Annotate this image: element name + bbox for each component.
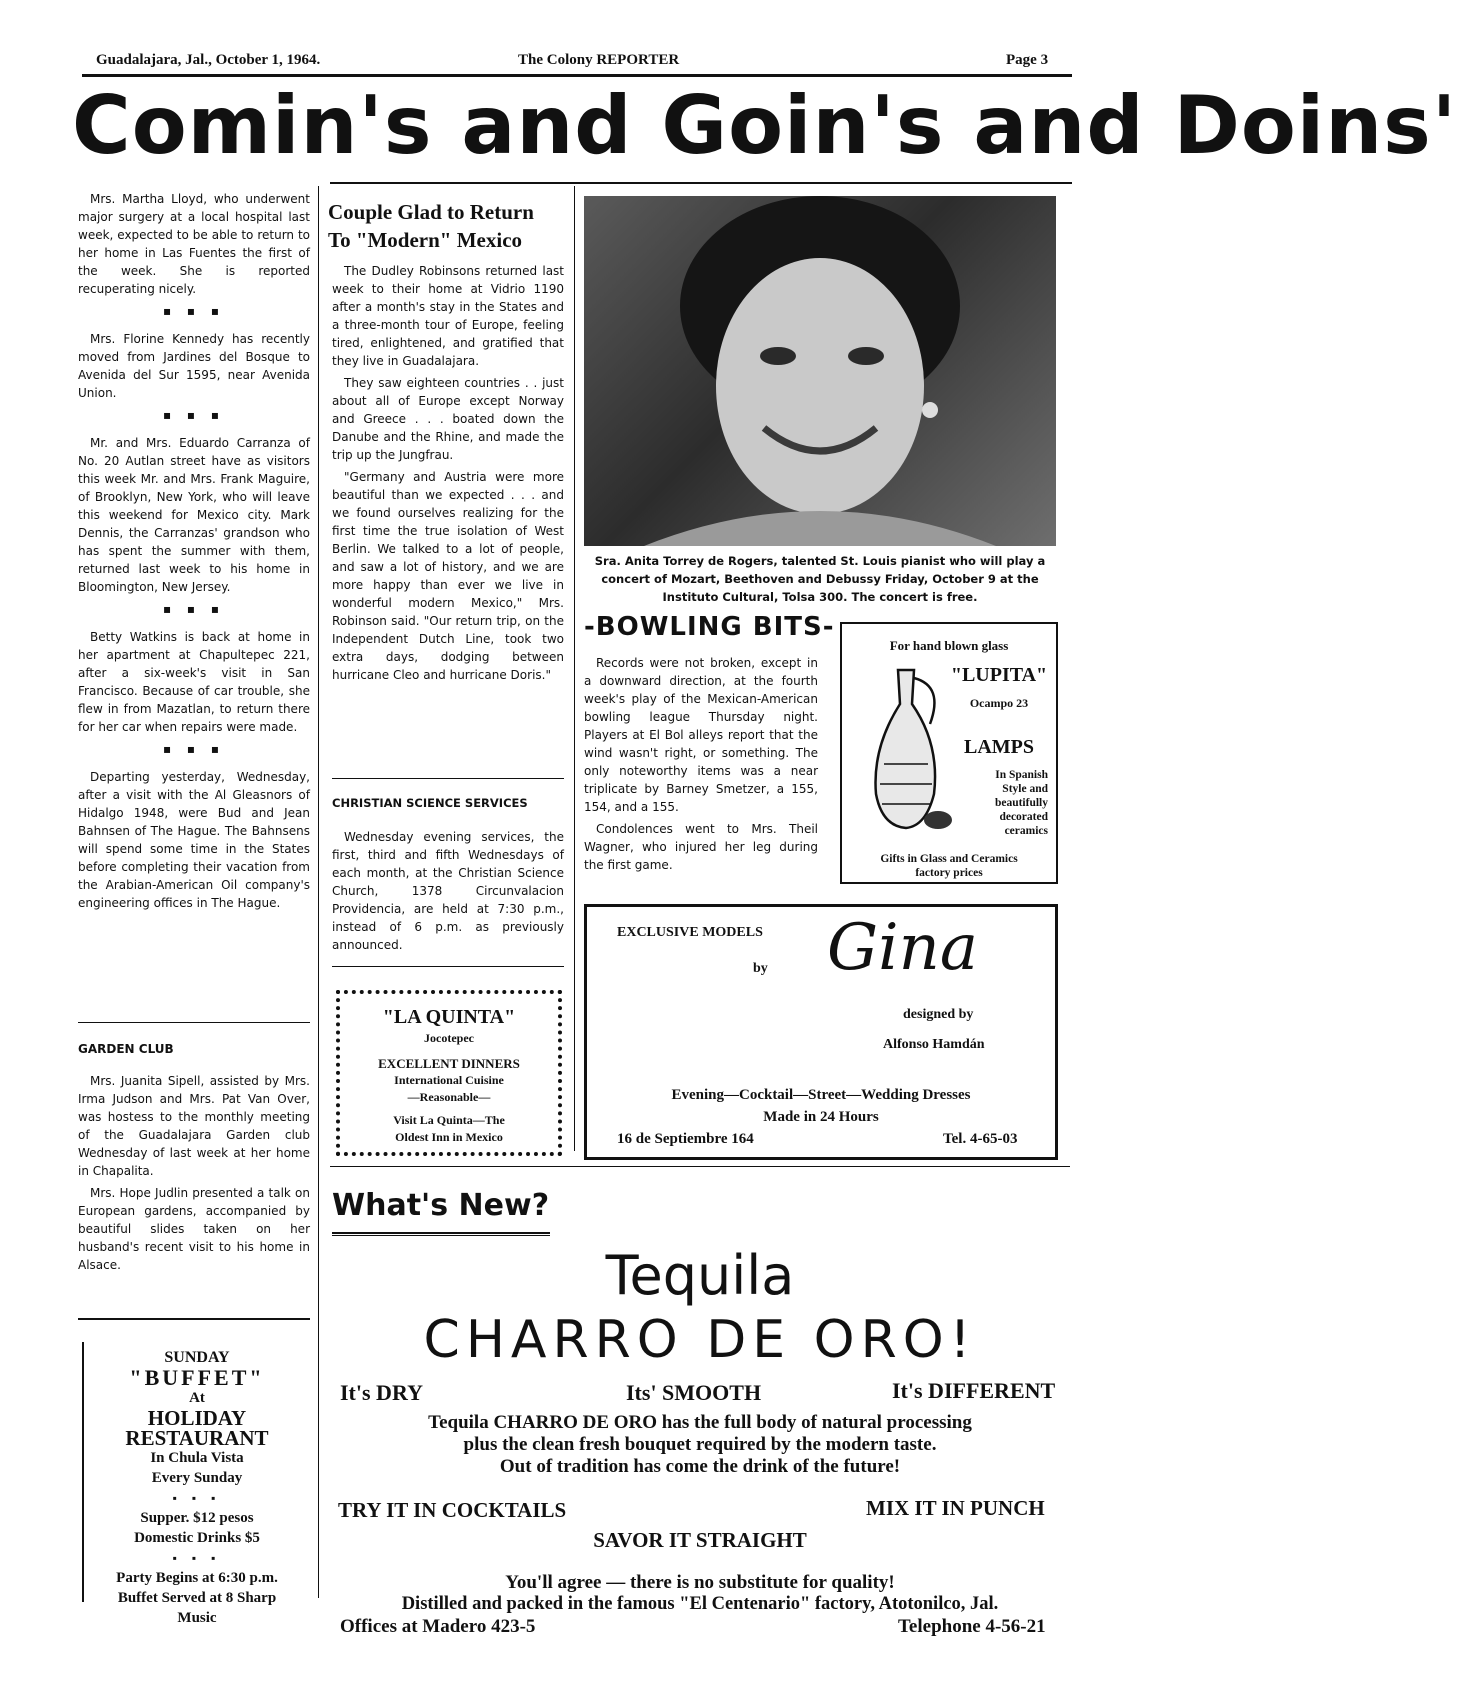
quinta-oldest: Oldest Inn in Mexico	[395, 1130, 503, 1144]
couple-headline	[328, 198, 566, 254]
gina-exclusive: EXCLUSIVE MODELS	[617, 925, 763, 940]
item-bahnsen: Departing yesterday, Wednesday, after a visit with the Al Gleasnors of Hidalgo 1948, were Bud and Jean Bahnsen of The Hague. The Bahnsens will spend some time in the States before completing their vacation from the Arabian-American Oil company's engineering offices in The Hague.	[78, 770, 310, 910]
gina-designer: Alfonso Hamdán	[883, 1037, 985, 1052]
lupita-ad	[840, 622, 1058, 884]
tequila-word: Tequila	[605, 1244, 795, 1307]
left-column	[78, 190, 310, 916]
photo-caption: Sra. Anita Torrey de Rogers, talented St. Louis pianist who will play a concert of Mozart, Beethoven and Debussy Friday, October 9 at the Instituto Cultural, Tolsa 300. The concert is free.	[594, 554, 1046, 604]
glass-vase-illustration	[864, 664, 952, 834]
gina-hours: Made in 24 Hours	[763, 1109, 879, 1125]
couple-title-2: To "Modern" Mexico	[328, 228, 523, 252]
gina-ad	[584, 904, 1058, 1160]
lupita-details	[948, 768, 1056, 838]
gina-address: 16 de Septiembre 164	[617, 1131, 754, 1147]
garden-paragraph: Mrs. Hope Judlin presented a talk on European gardens, accompanied by beautiful slides taken on her husband's recent visit to his home in Alsace.	[78, 1186, 310, 1272]
separator: ▪ ▪ ▪	[162, 742, 226, 756]
tequila-smooth: Its' SMOOTH	[626, 1380, 762, 1405]
couple-paragraph: They saw eighteen countries . . just about all of Europe except Norway and Greece . . . boated down the Danube and the Rhine, and made the trip up the Jungfrau.	[332, 376, 564, 462]
quinta-place: Jocotepec	[424, 1031, 474, 1045]
lupita-line: beautifully	[994, 797, 1048, 809]
column-rule-1	[318, 186, 319, 1598]
tequila-cocktails: TRY IT IN COCKTAILS	[338, 1498, 567, 1522]
separator: ▪ ▪ ▪	[162, 602, 226, 616]
quinta-dinners: EXCELLENT DINNERS	[378, 1056, 520, 1071]
garden-paragraph: Mrs. Juanita Sipell, assisted by Mrs. Irma Judson and Mrs. Pat Van Over, was hostess to the monthly meeting of the Guadalajara Garden club Wednesday of last week at her home in Chapalita.	[78, 1074, 310, 1178]
lupita-name: "LUPITA"	[950, 664, 1048, 686]
item-carranza: Mr. and Mrs. Eduardo Carranza of No. 20 Autlan street have as visitors this week Mr. and Mrs. Frank Maguire, of Brooklyn, New York, who will leave this weekend for Mexico city. Mark Dennis, the Carranzas' grandson who has spent the summer with them, returned last week to his home in Bloomington, New Jersey.	[78, 436, 310, 594]
tequila-body-line: Tequila CHARRO DE ORO has the full body of natural processing	[428, 1412, 972, 1433]
paper-name: The Colony REPORTER	[518, 52, 680, 68]
buffet-separator: ▪ ▪ ▪	[172, 1491, 222, 1505]
gina-logo: Gina	[827, 911, 978, 985]
buffet-separator: ▪ ▪ ▪	[172, 1551, 222, 1565]
quinta-visit: Visit La Quinta—The	[393, 1113, 505, 1127]
couple-paragraph: "Germany and Austria were more beautiful than we expected . . . and we found ourselves realizing for the first time the true isolation of West Berlin. We talked to a lot of people, and saw a lot of history, and we are more happy than ever we live in wonderful modern Mexico," Mrs. Robinson said. "Our return trip, on the Independent Dutch Line, took two extra days, dodging between hurricane Cleo and hurricane Doris."	[332, 470, 564, 682]
masthead-rule	[82, 74, 1072, 77]
portrait-illustration	[584, 196, 1056, 546]
quinta-cuisine: International Cuisine	[394, 1073, 504, 1087]
separator: ▪ ▪ ▪	[162, 304, 226, 318]
gina-designed-by: designed by	[903, 1007, 974, 1022]
christian-rule	[332, 778, 564, 779]
garden-club-title: GARDEN CLUB	[78, 1042, 174, 1056]
garden-rule	[78, 1022, 310, 1023]
lupita-line: decorated	[999, 811, 1048, 823]
buffet-party: Party Begins at 6:30 p.m.	[116, 1570, 278, 1586]
quinta-title: "LA QUINTA"	[382, 1006, 516, 1028]
buffet-restaurant: RESTAURANT	[125, 1426, 269, 1450]
tequila-body-line: plus the clean fresh bouquet required by the modern taste.	[463, 1434, 937, 1455]
whats-new: What's New?	[332, 1188, 550, 1223]
whats-new-underline	[332, 1232, 550, 1236]
tequila-telephone: Telephone 4-56-21	[898, 1616, 1046, 1637]
tequila-top-rule	[330, 1166, 1070, 1167]
couple-article-body	[332, 262, 564, 688]
christian-science-text	[332, 828, 564, 958]
page-headline: Comin's and Goin's and Doins'	[72, 79, 1457, 172]
la-quinta-ad	[336, 990, 562, 1156]
quinta-rule	[332, 966, 564, 967]
buffet-ad	[82, 1342, 310, 1626]
bowling-paragraph-1: Records were not broken, except in a downward direction, at the fourth week's play of the Mexican-American bowling league Thursday night. Players at El Bol alleys report that the wind wasn't right, or something. The only noteworthy items was a near triplicate by Barney Smetzer, a 155, 154, and a 155.	[584, 656, 818, 814]
buffet-holiday: HOLIDAY	[147, 1406, 247, 1430]
item-lloyd: Mrs. Martha Lloyd, who underwent major surgery at a local hospital last week, expected to be able to return to her home in Las Fuentes the first of the week. She is reported recuperating nicely.	[78, 192, 310, 296]
lupita-line: ceramics	[1004, 825, 1048, 837]
bowling-text	[584, 654, 818, 878]
buffet-supper: Supper. $12 pesos	[140, 1510, 254, 1526]
tequila-brand: CHARRO DE ORO!	[423, 1310, 977, 1370]
page-number: Page 3	[1006, 52, 1049, 68]
tequila-body	[330, 1412, 1070, 1478]
column-rule-2	[574, 186, 575, 1151]
lupita-address: Ocampo 23	[969, 696, 1029, 710]
lupita-gifts: Gifts in Glass and Ceramics	[880, 853, 1018, 865]
lupita-prices: factory prices	[915, 867, 983, 879]
portrait-photo	[584, 196, 1056, 546]
bowling-paragraph-2: Condolences went to Mrs. Theil Wagner, who injured her leg during the first game.	[584, 822, 818, 872]
christian-science-paragraph: Wednesday evening services, the first, third and fifth Wednesdays of each month, at the Christian Science Church, 1378 Circunvalacion Providencia, are held at 7:30 p.m., instead of 6 p.m. as previously announced.	[332, 830, 564, 952]
buffet-every-sunday: Every Sunday	[151, 1470, 243, 1486]
tequila-offices: Offices at Madero 423-5	[340, 1616, 536, 1637]
separator: ▪ ▪ ▪	[162, 408, 226, 422]
tequila-different: It's DIFFERENT	[892, 1378, 1056, 1403]
lupita-lamps: LAMPS	[964, 736, 1034, 758]
tequila-body-line: Out of tradition has come the drink of the future!	[499, 1456, 901, 1477]
item-watkins: Betty Watkins is back at home in her apartment at Chapultepec 221, after a six-week's visit in San Francisco. Because of car trouble, she flew in from Mazatlan, to return there for her car when repairs were made.	[78, 630, 310, 734]
couple-paragraph: The Dudley Robinsons returned last week to their home at Vidrio 1190 after a month's stay in the States and a three-month tour of Europe, feeling tired, enlightened, and gratified that they live in Guadalajara.	[332, 264, 564, 368]
garden-club-text	[78, 1072, 310, 1278]
bowling-title: -BOWLING BITS-	[584, 612, 835, 642]
tequila-distilled: Distilled and packed in the famous "El Centenario" factory, Atotonilco, Jal.	[401, 1594, 999, 1614]
headline-rule	[330, 182, 1072, 184]
buffet-sunday: SUNDAY	[164, 1349, 230, 1366]
gina-tel: Tel. 4-65-03	[943, 1131, 1018, 1147]
buffet-at: At	[189, 1390, 205, 1406]
tequila-punch: MIX IT IN PUNCH	[866, 1496, 1045, 1520]
buffet-served: Buffet Served at 8 Sharp	[117, 1590, 277, 1606]
buffet-music: Music	[177, 1610, 217, 1626]
dateline: Guadalajara, Jal., October 1, 1964.	[96, 52, 321, 68]
lupita-line: In Spanish	[995, 769, 1048, 781]
tequila-agree: You'll agree — there is no substitute for quality!	[505, 1572, 895, 1593]
item-kennedy: Mrs. Florine Kennedy has recently moved from Jardines del Bosque to Avenida del Sur 1595, near Avenida Union.	[78, 332, 310, 400]
tequila-straight: SAVOR IT STRAIGHT	[593, 1528, 807, 1552]
buffet-top-rule	[78, 1318, 310, 1320]
tequila-dry: It's DRY	[340, 1380, 423, 1405]
lupita-footer	[842, 852, 1056, 880]
lupita-line: Style and	[1002, 783, 1048, 795]
lupita-top: For hand blown glass	[889, 638, 1009, 653]
gina-dress-types: Evening—Cocktail—Street—Wedding Dresses	[671, 1087, 971, 1103]
christian-science-title: CHRISTIAN SCIENCE SERVICES	[332, 796, 528, 810]
quinta-reasonable: —Reasonable—	[407, 1090, 491, 1104]
buffet-title: "BUFFET"	[129, 1365, 265, 1390]
buffet-drinks: Domestic Drinks $5	[134, 1530, 260, 1546]
buffet-location: In Chula Vista	[150, 1450, 244, 1466]
couple-title-1: Couple Glad to Return	[328, 200, 534, 224]
gina-by: by	[753, 961, 768, 976]
